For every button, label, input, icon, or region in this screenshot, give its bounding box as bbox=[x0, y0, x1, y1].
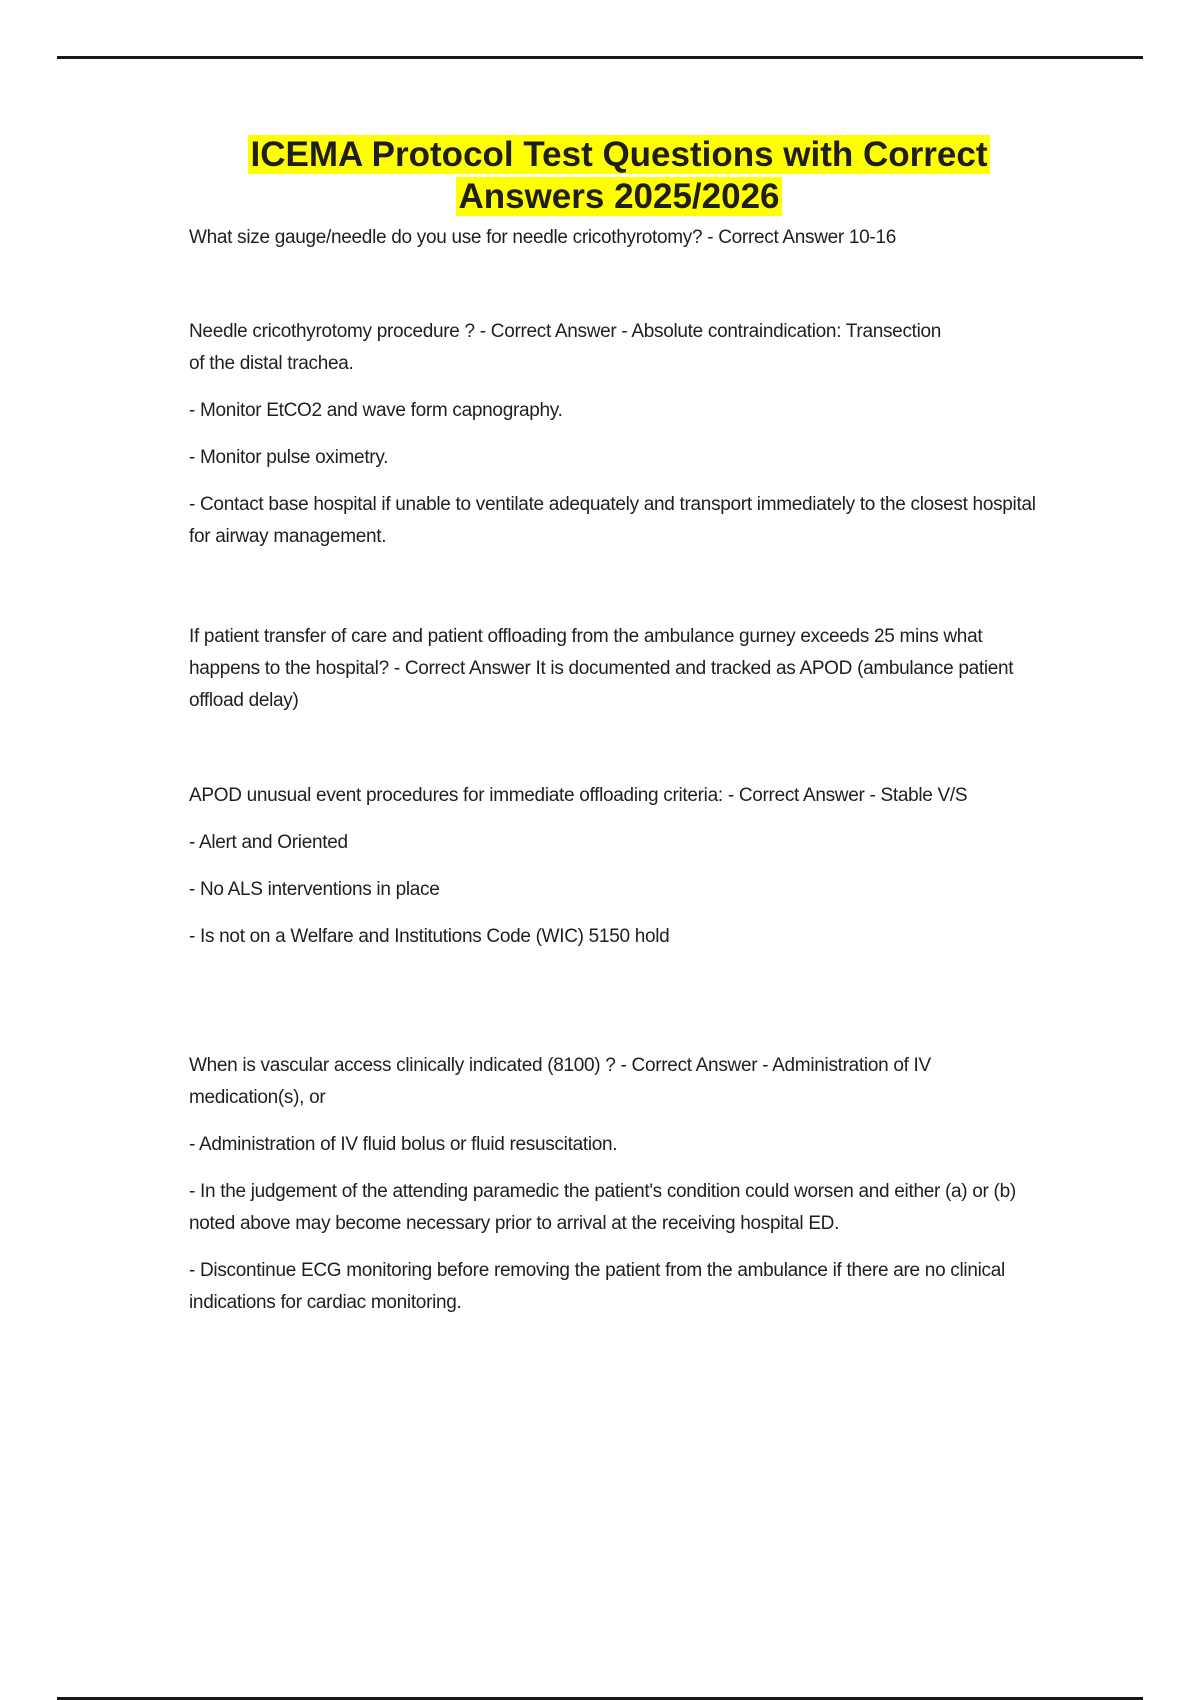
question-text: Needle cricothyrotomy procedure ? - Correct Answer - Absolute contraindication: Transection of the distal trachea. bbox=[189, 321, 942, 374]
answer-bullet: - Is not on a Welfare and Institutions Code (WIC) 5150 hold bbox=[189, 926, 670, 947]
header-rule bbox=[57, 56, 1143, 59]
answer-bullet: - In the judgement of the attending paramedic the patient's condition could worsen and either (a) or (b) noted above may become necessary prior to arrival at the receiving hospital ED. bbox=[189, 1181, 1016, 1234]
question-text: APOD unusual event procedures for immediate offloading criteria: - Correct Answer - Stable V/S bbox=[189, 785, 968, 806]
answer-bullet: - No ALS interventions in place bbox=[189, 879, 440, 900]
document-title bbox=[154, 134, 1084, 218]
answer-bullet: - Monitor EtCO2 and wave form capnography. bbox=[189, 400, 563, 421]
qa-item-5 bbox=[189, 1050, 1049, 1319]
answer-bullet: - Discontinue ECG monitoring before removing the patient from the ambulance if there are no clinical indications for cardiac monitoring. bbox=[189, 1260, 1005, 1313]
answer-bullet: - Administration of IV fluid bolus or fluid resuscitation. bbox=[189, 1134, 618, 1155]
question-text: What size gauge/needle do you use for needle cricothyrotomy? - Correct Answer 10-16 bbox=[189, 227, 896, 248]
qa-item-2 bbox=[189, 316, 1049, 553]
document-body bbox=[189, 134, 1049, 1313]
answer-bullet: - Alert and Oriented bbox=[189, 832, 348, 853]
qa-item-1 bbox=[189, 222, 1049, 254]
qa-item-4 bbox=[189, 780, 1049, 953]
qa-item-3 bbox=[189, 621, 1049, 717]
question-text: If patient transfer of care and patient offloading from the ambulance gurney exceeds 25 mins what happens to the hospital? - Correct Answer It is documented and tracked as APOD (ambulance patient offload delay) bbox=[189, 626, 1014, 711]
title-line-2: Answers 2025/2026 bbox=[458, 177, 780, 216]
title-line-1: ICEMA Protocol Test Questions with Correct bbox=[250, 135, 988, 174]
question-text: When is vascular access clinically indicated (8100) ? - Correct Answer - Administration of IV medication(s), or bbox=[189, 1055, 931, 1108]
answer-bullet: - Contact base hospital if unable to ventilate adequately and transport immediately to the closest hospital for airway management. bbox=[189, 494, 1036, 547]
answer-bullet: - Monitor pulse oximetry. bbox=[189, 447, 389, 468]
